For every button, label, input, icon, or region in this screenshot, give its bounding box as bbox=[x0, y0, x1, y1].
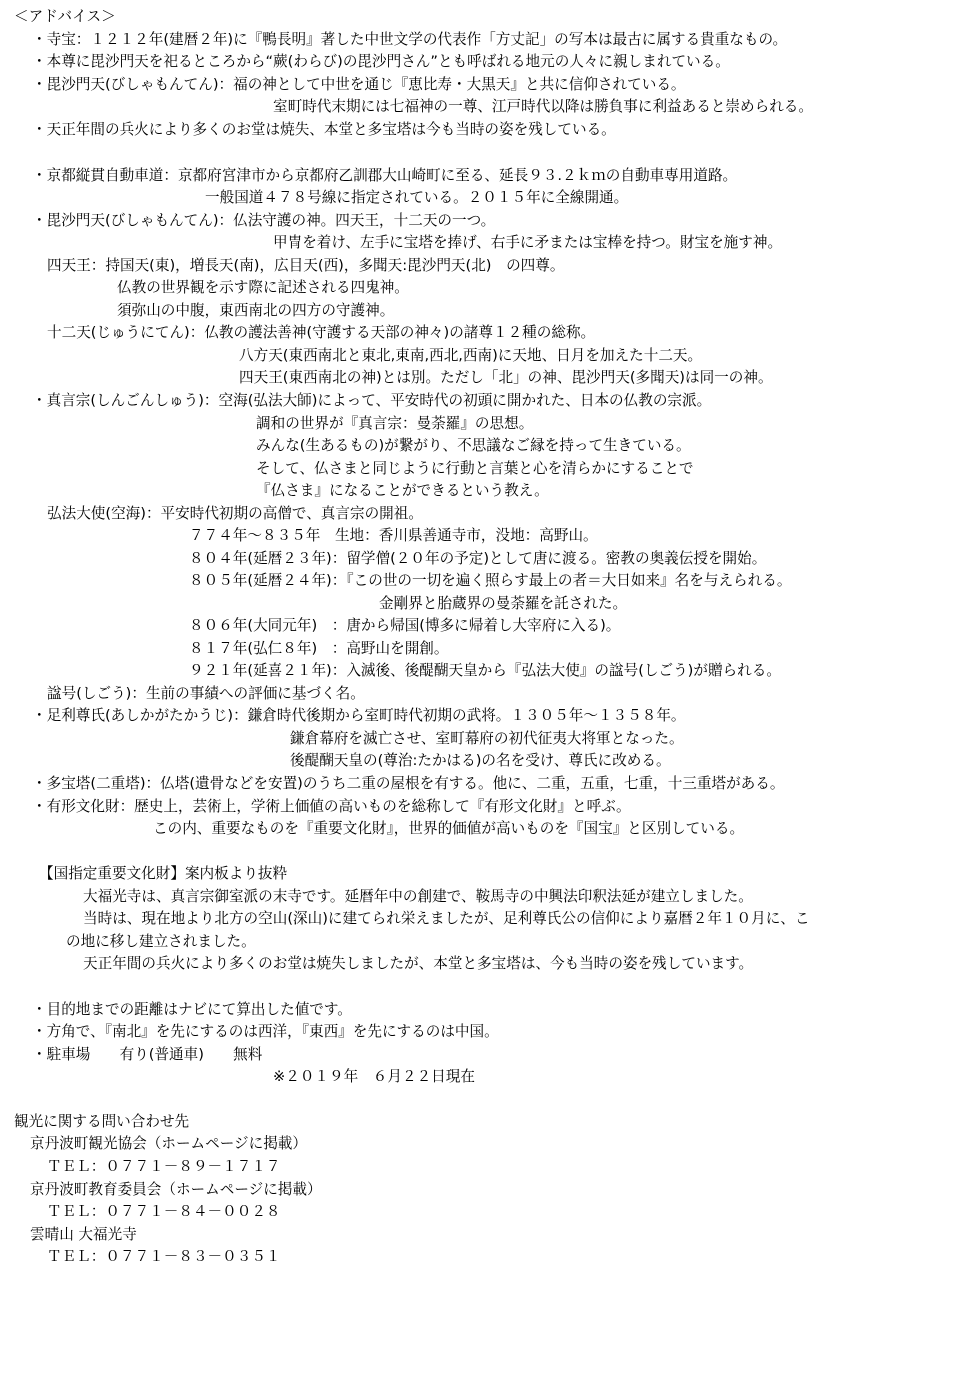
advice-line: ・天正年間の兵火により多くのお堂は焼失、本堂と多宝塔は今も当時の姿を残している。 bbox=[32, 121, 616, 138]
contact-name: 京丹波町教育委員会（ホームページに掲載） bbox=[30, 1181, 322, 1198]
advice-line: 鎌倉幕府を滅亡させ、室町幕府の初代征夷大将軍となった。 bbox=[290, 730, 684, 747]
advice-line: ・寺宝：１２１２年(建暦２年)に『鴨長明』著した中世文学の代表作「方丈記」の写本は最古に属する貴重なもの。 bbox=[32, 31, 788, 48]
advice-line: 調和の世界が『真言宗：曼荼羅』の思想。 bbox=[256, 415, 534, 432]
advice-line: ８０５年(延暦２４年)：『この世の一切を遍く照らす最上の者＝大日如来』名を与えられる。 bbox=[189, 572, 792, 589]
contacts-heading: 観光に関する問い合わせ先 bbox=[14, 1113, 190, 1130]
note-line: ※２０１９年 ６月２２日現在 bbox=[273, 1068, 475, 1085]
advice-line: 金剛界と胎蔵界の曼荼羅を託された。 bbox=[379, 595, 628, 612]
signboard-line: 大福光寺は、真言宗御室派の末寺です。延暦年中の創建で、鞍馬寺の中興法印釈法延が建立しました。 bbox=[83, 888, 753, 905]
note-line: ・方角で、『南北』を先にするのは西洋，『東西』を先にするのは中国。 bbox=[32, 1023, 499, 1040]
advice-line: 後醍醐天皇の(尊治:たかはる)の名を受け、尊氏に改める。 bbox=[290, 752, 671, 769]
advice-line: ・有形文化財：歴史上，芸術上，学術上価値の高いものを総称して『有形文化財』と呼ぶ。 bbox=[32, 798, 631, 815]
advice-line: 室町時代末期には七福神の一尊、江戸時代以降は勝負事に利益あると崇められる。 bbox=[273, 98, 813, 115]
advice-line: ・毘沙門天(びしゃもんてん)：福の神として中世を通じ『恵比寿・大黒天』と共に信仰されている。 bbox=[32, 76, 686, 93]
advice-line: みんな(生あるもの)が繋がり、不思議なご縁を持って生きている。 bbox=[256, 437, 691, 454]
signboard-line: 当時は、現在地より北方の空山(深山)に建てられ栄えましたが、足利尊氏公の信仰により嘉暦２年１０月に、こ bbox=[83, 910, 810, 927]
contact-tel: ＴＥＬ：０７７１－８３－０３５１ bbox=[47, 1248, 281, 1265]
advice-line: 八方天(東西南北と東北,東南,西北,西南)に天地、日月を加えた十二天。 bbox=[239, 347, 703, 364]
contact-tel: ＴＥＬ：０７７１－８９－１７１７ bbox=[47, 1158, 281, 1175]
advice-line: 十二天(じゅうにてん)：仏教の護法善神(守護する天部の神々)の諸尊１２種の総称。 bbox=[47, 324, 596, 341]
advice-line: ・毘沙門天(びしゃもんてん)：仏法守護の神。四天王，十二天の一つ。 bbox=[32, 212, 496, 229]
contact-name: 雲晴山 大福光寺 bbox=[30, 1226, 137, 1243]
advice-line: ・真言宗(しんごんしゅう)：空海(弘法大師)によって、平安時代の初頭に開かれた、日本の仏教の宗派。 bbox=[32, 392, 712, 409]
note-line: ・目的地までの距離はナビにて算出した値です。 bbox=[32, 1001, 352, 1018]
advice-line: ・多宝塔(二重塔)：仏塔(遺骨などを安置)のうち二重の屋根を有する。他に、二重，五重，七重，十三重塔がある。 bbox=[32, 775, 785, 792]
advice-line: ７７４年～８３５年 生地：香川県善通寺市，没地：高野山。 bbox=[189, 527, 598, 544]
advice-line: ・京都縦貫自動車道：京都府宮津市から京都府乙訓郡大山崎町に至る、延長９３.２ｋｍの自動車専用道路。 bbox=[32, 167, 738, 184]
advice-line: ８１７年(弘仁８年) ：高野山を開創。 bbox=[189, 640, 449, 657]
signboard-line: の地に移し建立されました。 bbox=[66, 933, 256, 950]
advice-line: ８０４年(延暦２３年)：留学僧(２０年の予定)として唐に渡る。密教の奥義伝授を開始。 bbox=[189, 550, 767, 567]
advice-line: 諡号(しごう)：生前の事績への評価に基づく名。 bbox=[47, 685, 365, 702]
advice-line: 一般国道４７８号線に指定されている。２０１５年に全線開通。 bbox=[205, 189, 629, 206]
advice-line: ８０６年(大同元年) ：唐から帰国(博多に帰着し大宰府に入る)。 bbox=[189, 617, 621, 634]
advice-line: ・本尊に毘沙門天を祀るところから“蕨(わらび)の毘沙門さん”とも呼ばれる地元の人々に親しまれている。 bbox=[32, 53, 730, 70]
advice-line: ９２１年(延喜２１年)：入滅後、後醍醐天皇から『弘法大使』の諡号(しごう)が贈られる。 bbox=[189, 662, 781, 679]
advice-line: 須弥山の中腹，東西南北の四方の守護神。 bbox=[117, 302, 395, 319]
note-line: ・駐車場 有り(普通車) 無料 bbox=[32, 1046, 263, 1063]
advice-line: 甲冑を着け、左手に宝塔を捧げ、右手に矛または宝棒を持つ。財宝を施す神。 bbox=[273, 234, 783, 251]
advice-line: そして、仏さまと同じように行動と言葉と心を清らかにすることで bbox=[256, 460, 694, 477]
advice-line: この内、重要なものを『重要文化財』，世界的価値が高いものを『国宝』と区別している。 bbox=[153, 820, 745, 837]
advice-line: 『仏さま』になることができるという教え。 bbox=[256, 482, 549, 499]
advice-line: 四天王(東西南北の神)とは別。ただし「北」の神、毘沙門天(多聞天)は同一の神。 bbox=[239, 369, 773, 386]
advice-line: ・足利尊氏(あしかがたかうじ)：鎌倉時代後期から室町時代初期の武将。１３０５年～１３５８年。 bbox=[32, 707, 686, 724]
advice-line: 仏教の世界観を示す際に記述される四鬼神。 bbox=[117, 279, 409, 296]
advice-heading: ＜アドバイス＞ bbox=[14, 8, 116, 25]
contact-name: 京丹波町観光協会（ホームページに掲載） bbox=[30, 1135, 307, 1152]
signboard-line: 天正年間の兵火により多くのお堂は焼失しましたが、本堂と多宝塔は、今も当時の姿を残しています。 bbox=[83, 955, 754, 972]
advice-line: 四天王：持国天(東)，増長天(南)，広目天(西)，多聞天:毘沙門天(北) の四尊。 bbox=[47, 257, 565, 274]
signboard-heading: 【国指定重要文化財】案内板より抜粋 bbox=[39, 865, 288, 882]
advice-line: 弘法大使(空海)：平安時代初期の高僧で、真言宗の開祖。 bbox=[47, 505, 423, 522]
contact-tel: ＴＥＬ：０７７１－８４－００２８ bbox=[47, 1203, 281, 1220]
